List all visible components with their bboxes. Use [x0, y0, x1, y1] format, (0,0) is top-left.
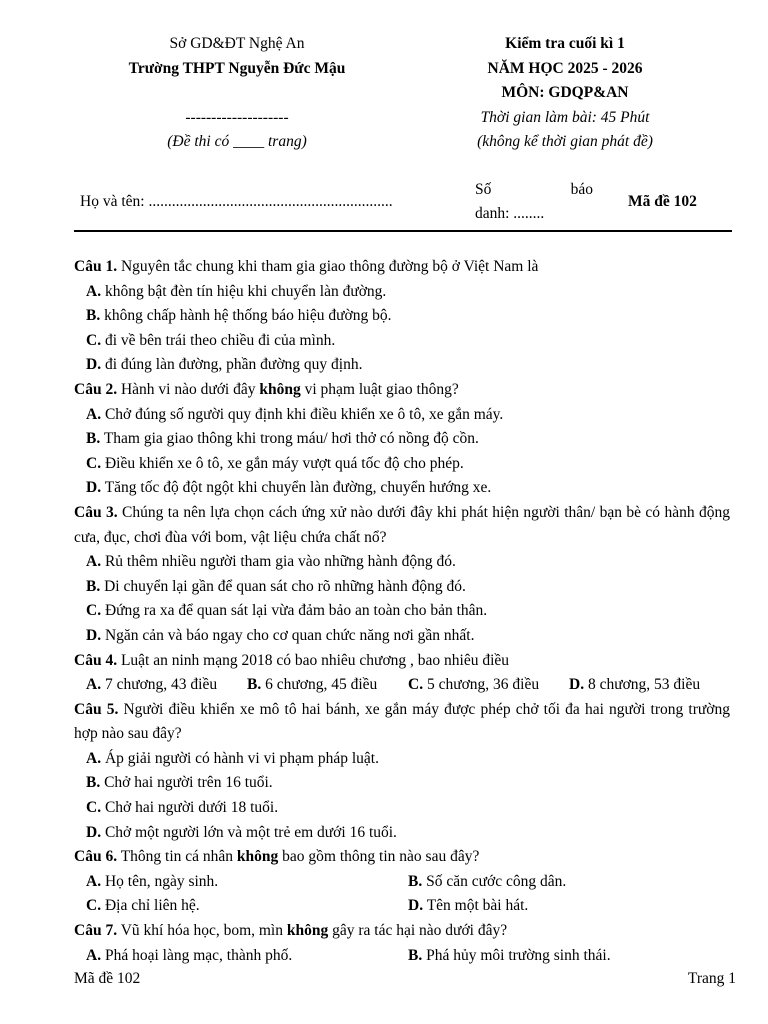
q4-option-d[interactable]	[569, 673, 730, 698]
option-letter: A.	[86, 676, 102, 694]
option-letter: D.	[86, 823, 102, 841]
option-letter: B.	[86, 774, 101, 792]
header-right	[400, 32, 730, 155]
question-label: Câu 5.	[74, 700, 119, 718]
question-label: Câu 7.	[74, 922, 118, 940]
option-text: 6 chương, 45 điều	[265, 676, 378, 694]
option-text: Áp giải người có hành vi vi phạm pháp luật.	[104, 749, 379, 767]
question-emphasis: không	[236, 848, 279, 866]
q1-option-d[interactable]	[74, 353, 730, 378]
option-letter: C.	[86, 602, 102, 620]
option-text: Di chuyển lại gần để quan sát cho rõ những hành động đó.	[104, 577, 466, 595]
q2-option-d[interactable]	[74, 476, 730, 501]
question-text: Người điều khiển xe mô tô hai bánh, xe gắn máy được phép chở tối đa hai người trong trường hợp nào sau đây?	[74, 700, 730, 743]
option-letter: A.	[86, 282, 102, 300]
question-5	[74, 698, 730, 747]
exam-title: Kiểm tra cuối kì 1	[505, 35, 625, 52]
footer-page-number: Trang 1	[687, 970, 736, 987]
q1-option-c[interactable]	[74, 329, 730, 354]
option-letter: C.	[86, 897, 102, 915]
q2-option-c[interactable]	[74, 452, 730, 477]
q4-option-b[interactable]	[247, 673, 408, 698]
option-text: Điều khiển xe ô tô, xe gắn máy vượt quá tốc độ cho phép.	[104, 454, 464, 472]
q7-option-a[interactable]	[86, 944, 408, 969]
option-letter: B.	[408, 946, 423, 964]
q4-option-c[interactable]	[408, 673, 569, 698]
q1-option-b[interactable]	[74, 304, 730, 329]
option-text: Phá hoại làng mạc, thành phố.	[104, 946, 293, 964]
duration: Thời gian làm bài: 45 Phút	[480, 108, 650, 126]
questions	[74, 255, 730, 968]
question-emphasis: không	[286, 922, 329, 940]
option-letter: C.	[86, 799, 102, 817]
question-4	[74, 649, 730, 674]
q5-option-d[interactable]	[74, 821, 730, 846]
q6-option-b[interactable]	[408, 870, 730, 895]
student-info	[74, 176, 732, 228]
option-letter: D.	[86, 626, 102, 644]
option-letter: D.	[86, 479, 102, 497]
pages-note: (Đề thi có ____ trang)	[167, 133, 307, 150]
q4-option-a[interactable]	[86, 673, 247, 698]
option-text: Phá hủy môi trường sinh thái.	[426, 946, 611, 964]
option-text: Đứng ra xa để quan sát lại vừa đảm bảo an toàn cho bản thân.	[104, 602, 488, 620]
option-text: 8 chương, 53 điều	[587, 676, 701, 694]
option-text: đi về bên trái theo chiều đi của mình.	[104, 331, 336, 349]
header-spacer	[74, 81, 400, 106]
q5-option-c[interactable]	[74, 796, 730, 821]
q6-options-row-2	[74, 894, 730, 919]
option-letter: A.	[86, 749, 102, 767]
candidate-number-field[interactable]: danh: ........	[475, 205, 545, 222]
q1-option-a[interactable]	[74, 280, 730, 305]
option-text: Chở một người lớn và một trẻ em dưới 16 tuổi.	[104, 823, 397, 841]
exam-code: Mã đề 102	[628, 193, 697, 210]
student-name-field[interactable]: Họ và tên: ...............................................................	[80, 193, 393, 210]
question-7	[74, 919, 730, 944]
question-text: bao gồm thông tin nào sau đây?	[282, 848, 480, 866]
question-label: Câu 3.	[74, 503, 118, 521]
question-label: Câu 2.	[74, 380, 118, 398]
header-dashes: --------------------	[185, 108, 289, 126]
school-name: Trường THPT Nguyễn Đức Mậu	[128, 59, 346, 77]
question-label: Câu 6.	[74, 848, 118, 866]
sbd-word-1: Số	[475, 181, 492, 198]
option-letter: C.	[86, 331, 102, 349]
option-text: Chở hai người dưới 18 tuổi.	[104, 799, 279, 817]
question-text: Hành vi nào dưới đây	[120, 380, 256, 398]
q6-option-a[interactable]	[86, 870, 408, 895]
option-letter: D.	[408, 897, 424, 915]
q4-options	[74, 673, 730, 698]
option-letter: D.	[86, 356, 102, 374]
q5-option-b[interactable]	[74, 771, 730, 796]
header-divider	[74, 230, 732, 232]
option-text: không chấp hành hệ thống báo hiệu đường bộ.	[104, 307, 392, 325]
sbd-word-2: báo	[570, 181, 593, 198]
question-text: Vũ khí hóa học, bom, mìn	[120, 922, 283, 940]
q6-option-d[interactable]	[408, 894, 730, 919]
question-text: gây ra tác hại nào dưới đây?	[332, 922, 508, 940]
footer-exam-code: Mã đề 102	[74, 970, 141, 987]
candidate-number-label	[475, 181, 593, 199]
option-letter: B.	[408, 872, 423, 890]
q7-option-b[interactable]	[408, 944, 730, 969]
option-letter: A.	[86, 405, 102, 423]
question-1	[74, 255, 730, 280]
question-label: Câu 4.	[74, 651, 118, 669]
q3-option-a[interactable]	[74, 550, 730, 575]
option-text: đi đúng làn đường, phần đường quy định.	[104, 356, 363, 374]
option-text: Họ tên, ngày sinh.	[104, 872, 219, 890]
option-text: không bật đèn tín hiệu khi chuyển làn đường.	[104, 282, 387, 300]
option-letter: A.	[86, 553, 102, 571]
option-text: Địa chỉ liên hệ.	[104, 897, 200, 915]
option-text: Ngăn cản và báo ngay cho cơ quan chức năng nơi gần nhất.	[104, 626, 475, 644]
department-name: Sở GD&ĐT Nghệ An	[169, 35, 305, 52]
duration-note: (không kể thời gian phát đề)	[477, 133, 653, 150]
q6-option-c[interactable]	[86, 894, 408, 919]
q3-option-c[interactable]	[74, 599, 730, 624]
q2-option-b[interactable]	[74, 427, 730, 452]
q6-options-row-1	[74, 870, 730, 895]
option-text: Chở đúng số người quy định khi điều khiển xe ô tô, xe gắn máy.	[104, 405, 504, 423]
option-text: 7 chương, 43 điều	[104, 676, 218, 694]
option-letter: A.	[86, 872, 102, 890]
option-text: Tăng tốc độ đột ngột khi chuyển làn đường, chuyển hướng xe.	[104, 479, 492, 497]
option-text: Chở hai người trên 16 tuổi.	[104, 774, 273, 792]
question-text: Chúng ta nên lựa chọn cách ứng xử nào dưới đây khi phát hiện người thân/ bạn bè có hành động cưa, đục, chơi đùa với bom, vật liệu chứa chất nổ?	[74, 503, 731, 546]
question-text: vi phạm luật giao thông?	[304, 380, 459, 398]
option-letter: C.	[408, 676, 424, 694]
question-2	[74, 378, 730, 403]
question-emphasis: không	[259, 380, 301, 398]
question-3	[74, 501, 730, 550]
question-text: Luật an ninh mạng 2018 có bao nhiêu chương , bao nhiêu điều	[120, 651, 510, 669]
option-text: Tên một bài hát.	[426, 897, 529, 915]
option-text: Tham gia giao thông khi trong máu/ hơi thở có nồng độ cồn.	[103, 430, 479, 448]
option-letter: D.	[569, 676, 585, 694]
q5-option-a[interactable]	[74, 747, 730, 772]
option-text: Rủ thêm nhiều người tham gia vào những hành động đó.	[104, 553, 456, 571]
q2-option-a[interactable]	[74, 403, 730, 428]
header-left	[74, 32, 400, 155]
q3-option-b[interactable]	[74, 575, 730, 600]
q7-options-row-1	[74, 944, 730, 969]
option-text: Số căn cước công dân.	[426, 872, 567, 890]
question-text: Nguyên tắc chung khi tham gia giao thông đường bộ ở Việt Nam là	[120, 258, 539, 275]
option-letter: C.	[86, 454, 102, 472]
question-text: Thông tin cá nhân	[120, 848, 234, 866]
subject: MÔN: GDQP&AN	[501, 84, 629, 101]
option-letter: B.	[86, 577, 101, 595]
question-6	[74, 845, 730, 870]
question-label: Câu 1.	[74, 258, 118, 275]
option-letter: B.	[247, 676, 262, 694]
option-letter: B.	[86, 307, 101, 325]
option-letter: B.	[86, 430, 101, 448]
q3-option-d[interactable]	[74, 624, 730, 649]
school-year: NĂM HỌC 2025 - 2026	[487, 59, 643, 77]
option-letter: A.	[86, 946, 102, 964]
option-text: 5 chương, 36 điều	[426, 676, 540, 694]
